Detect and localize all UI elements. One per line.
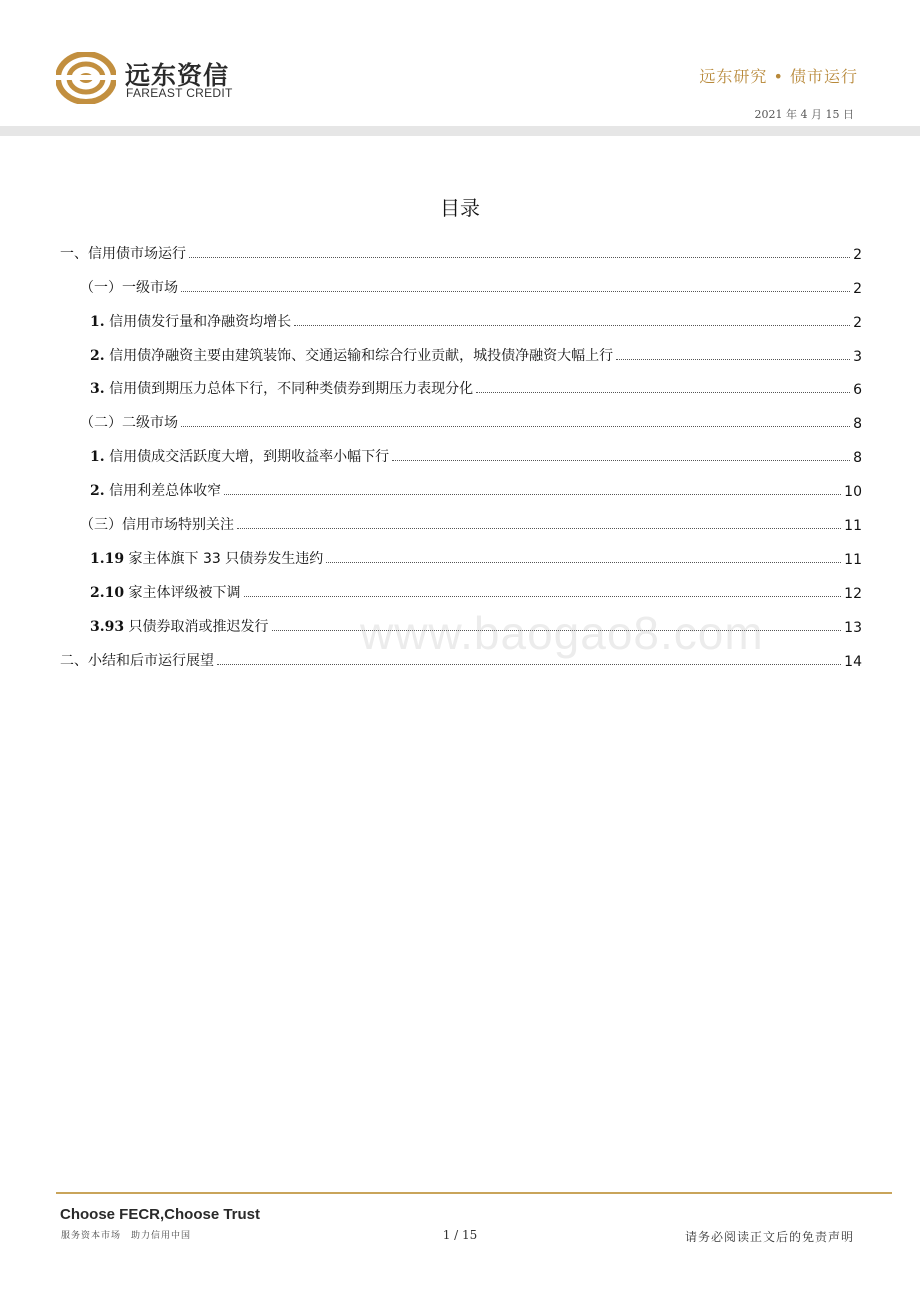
toc-leader-dots bbox=[189, 257, 850, 258]
toc-leader-dots bbox=[244, 596, 842, 597]
fareast-logo-icon bbox=[56, 52, 116, 104]
toc-entry-number: 1.19 bbox=[90, 550, 125, 567]
toc-entry-text: 信用利差总体收窄 bbox=[104, 483, 222, 500]
toc-entry-label bbox=[80, 412, 178, 432]
toc-entry-number: 3.93 bbox=[90, 618, 125, 635]
toc-entry-label bbox=[60, 243, 186, 263]
toc-leader-dots bbox=[181, 291, 850, 292]
toc-entry[interactable] bbox=[60, 297, 862, 331]
toc-entry[interactable] bbox=[60, 263, 862, 297]
toc-leader-dots bbox=[476, 392, 850, 393]
toc-entry-page: 8 bbox=[853, 416, 862, 433]
toc-leader-dots bbox=[392, 460, 850, 461]
toc-entry-page: 6 bbox=[853, 382, 862, 399]
toc-entry-label bbox=[90, 446, 389, 466]
toc-entry-number: 1. bbox=[90, 313, 105, 330]
watermark: www.baogao8.com bbox=[360, 607, 764, 659]
toc-entry[interactable] bbox=[60, 398, 862, 432]
toc-entry[interactable] bbox=[60, 365, 862, 399]
logo-english-name: FAREAST CREDIT bbox=[126, 86, 233, 100]
toc-entry-page: 10 bbox=[844, 484, 862, 501]
toc-entry[interactable] bbox=[60, 466, 862, 500]
toc-entry-text: 只债券取消或推迟发行 bbox=[124, 618, 269, 635]
toc-entry-page: 12 bbox=[844, 585, 862, 602]
toc-entry-text: 家主体旗下 33 只债券发生违约 bbox=[124, 550, 324, 567]
toc-entry-text: （一）一级市场 bbox=[80, 279, 178, 296]
toc-entry-number: 2. bbox=[90, 483, 105, 500]
report-section-label: 远东研究 • 债市运行 bbox=[699, 67, 858, 86]
page-number: 1 / 15 bbox=[442, 1228, 478, 1242]
footer-subslogan: 服务资本市场 助力信用中国 bbox=[61, 1231, 192, 1241]
toc-entry-label bbox=[90, 582, 241, 602]
toc-entry-page: 8 bbox=[853, 450, 862, 467]
toc-entry-label bbox=[90, 480, 221, 500]
toc-title: 目录 bbox=[440, 196, 480, 220]
logo-chinese-name: 远东资信 bbox=[125, 61, 230, 90]
report-date: 2021 年 4 月 15 日 bbox=[754, 108, 854, 121]
footer-divider bbox=[56, 1192, 892, 1194]
toc-entry[interactable] bbox=[60, 229, 862, 263]
toc-leader-dots bbox=[326, 562, 841, 563]
toc-entry-text: 二、小结和后市运行展望 bbox=[60, 652, 214, 669]
toc-entry-label bbox=[80, 514, 234, 534]
toc-entry-text: （三）信用市场特别关注 bbox=[80, 517, 234, 534]
toc-entry-number: 2. bbox=[90, 347, 105, 364]
table-of-contents bbox=[60, 229, 862, 670]
toc-entry-page: 2 bbox=[853, 280, 862, 297]
toc-entry-text: （二）二级市场 bbox=[80, 415, 178, 432]
toc-entry-label bbox=[90, 311, 291, 331]
toc-entry[interactable] bbox=[60, 432, 862, 466]
toc-leader-dots bbox=[237, 528, 841, 529]
toc-leader-dots bbox=[217, 664, 841, 665]
toc-entry[interactable] bbox=[60, 534, 862, 568]
toc-entry-number: 3. bbox=[90, 381, 105, 398]
toc-leader-dots bbox=[294, 325, 850, 326]
toc-entry-page: 11 bbox=[844, 551, 862, 568]
toc-entry[interactable] bbox=[60, 331, 862, 365]
toc-entry-label bbox=[80, 277, 178, 297]
toc-entry-page: 2 bbox=[853, 246, 862, 263]
toc-entry-text: 信用债到期压力总体下行，不同种类债券到期压力表现分化 bbox=[104, 381, 474, 398]
toc-entry-label bbox=[90, 548, 323, 568]
toc-entry-text: 家主体评级被下调 bbox=[124, 584, 241, 601]
toc-entry-text: 信用债成交活跃度大增，到期收益率小幅下行 bbox=[104, 449, 390, 466]
toc-leader-dots bbox=[224, 494, 841, 495]
toc-entry-text: 一、信用债市场运行 bbox=[60, 245, 186, 262]
page-header bbox=[0, 0, 920, 136]
toc-entry-page: 11 bbox=[844, 518, 862, 535]
toc-entry-label bbox=[90, 378, 473, 398]
footer-slogan: Choose FECR,Choose Trust bbox=[60, 1206, 261, 1223]
toc-entry-text: 信用债发行量和净融资均增长 bbox=[104, 313, 292, 330]
toc-entry-page: 14 bbox=[844, 653, 862, 670]
toc-entry[interactable] bbox=[60, 568, 862, 602]
toc-leader-dots bbox=[181, 426, 850, 427]
toc-entry-number: 1. bbox=[90, 449, 105, 466]
toc-leader-dots bbox=[616, 359, 850, 360]
header-divider-band bbox=[0, 126, 920, 136]
toc-entry-number: 2.10 bbox=[90, 584, 125, 601]
toc-entry[interactable] bbox=[60, 500, 862, 534]
footer-disclaimer: 请务必阅读正文后的免责声明 bbox=[684, 1230, 854, 1244]
toc-entry-page: 13 bbox=[844, 619, 862, 636]
toc-entry-page: 2 bbox=[853, 314, 862, 331]
toc-entry-label bbox=[90, 616, 269, 636]
toc-entry-label bbox=[90, 345, 613, 365]
toc-entry-page: 3 bbox=[853, 348, 862, 365]
toc-entry-label bbox=[60, 650, 214, 670]
toc-entry-text: 信用债净融资主要由建筑装饰、交通运输和综合行业贡献，城投债净融资大幅上行 bbox=[104, 347, 614, 364]
